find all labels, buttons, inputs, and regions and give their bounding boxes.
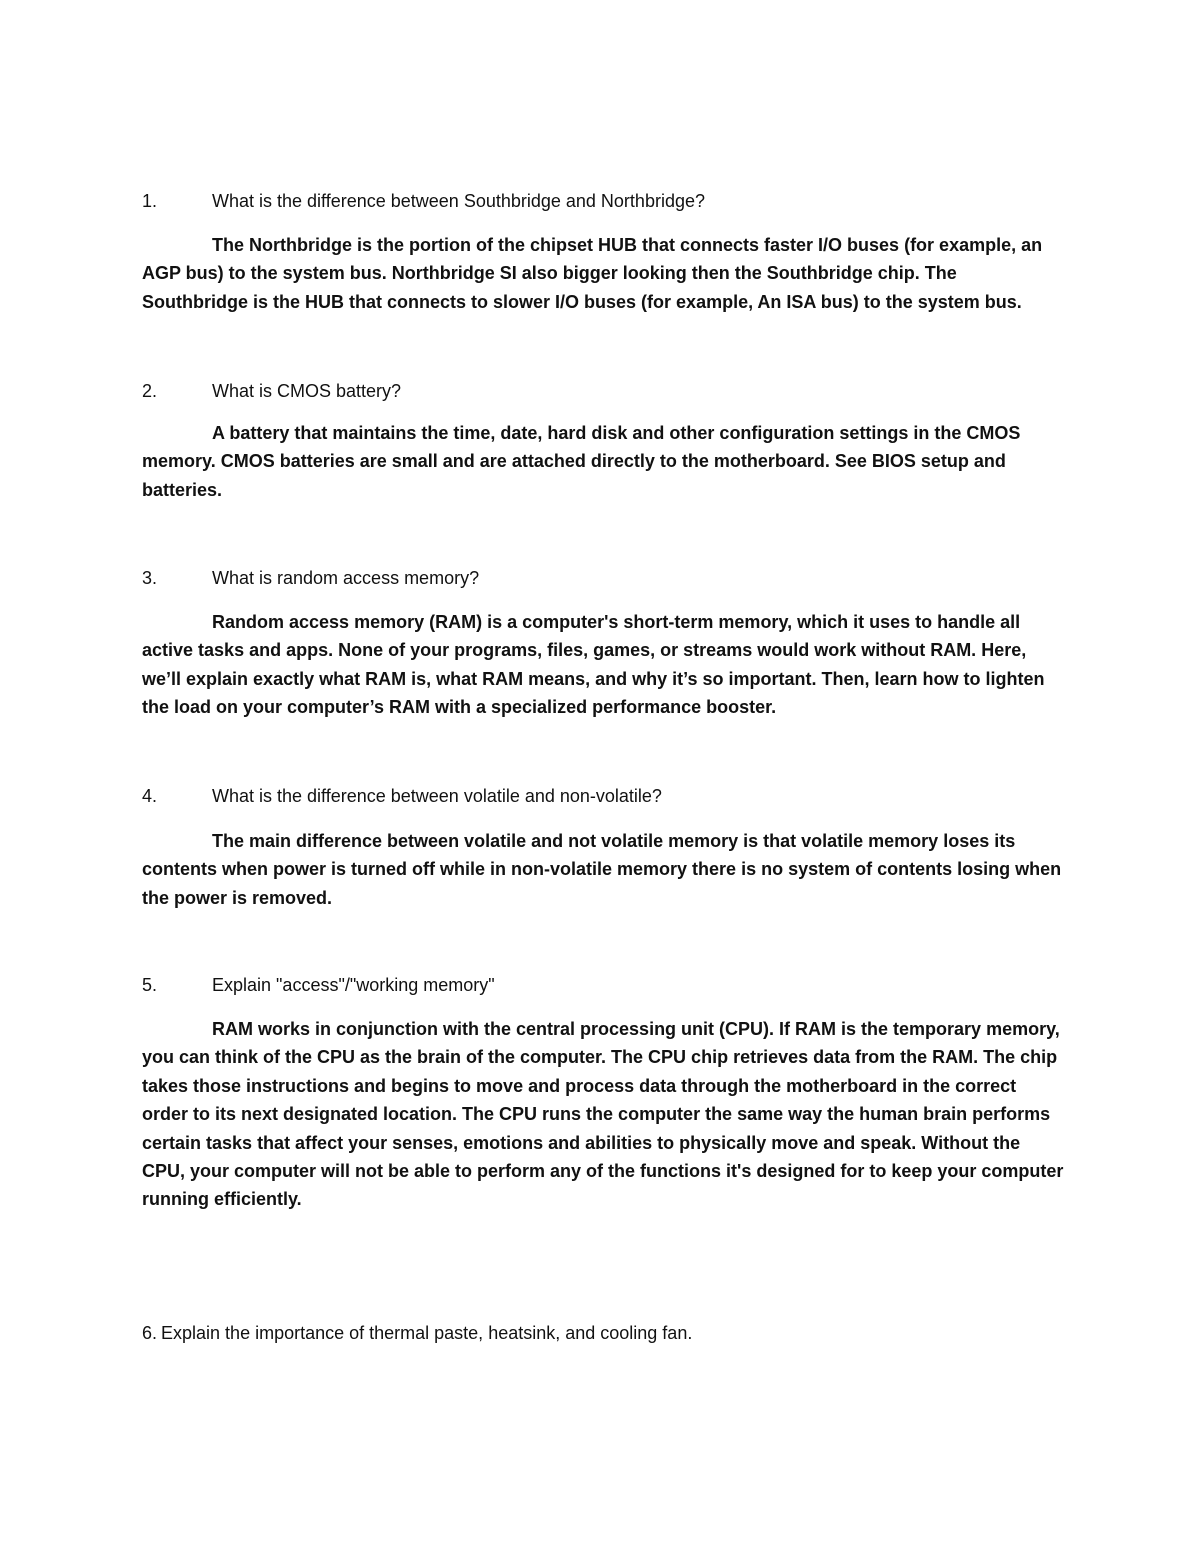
question-2 xyxy=(142,379,1072,403)
question-text: What is random access memory? xyxy=(212,568,480,588)
question-number: 6. xyxy=(142,1323,158,1343)
question-text: Explain the importance of thermal paste, heatsink, and cooling fan. xyxy=(161,1323,693,1343)
answer-4: The main difference between volatile and not volatile memory is that volatile memory loses its contents when power is turned off while in non-volatile memory there is no system of contents losing when the power is removed. xyxy=(142,831,1062,908)
question-4 xyxy=(142,784,1072,808)
question-number: 5. xyxy=(142,975,158,995)
answer-1: The Northbridge is the portion of the chipset HUB that connects faster I/O buses (for example, an AGP bus) to the system bus. Northbridge SI also bigger looking then the Southbridge chip. The Southbridge is the HUB that connects to slower I/O buses (for example, An ISA bus) to the system bus. xyxy=(142,235,1043,312)
question-text: What is the difference between Southbridge and Northbridge? xyxy=(212,191,705,211)
answer-3: Random access memory (RAM) is a computer's short-term memory, which it uses to handle all active tasks and apps. None of your programs, files, games, or streams would work without RAM. Here, we’ll explain exactly what RAM is, what RAM means, and why it’s so important. Then, learn how to lighten the load on your computer’s RAM with a specialized performance booster. xyxy=(142,612,1045,718)
question-number: 3. xyxy=(142,568,158,588)
question-3 xyxy=(142,566,1072,590)
question-text: What is the difference between volatile and non-volatile? xyxy=(212,786,662,806)
question-text: What is CMOS battery? xyxy=(212,381,402,401)
question-text: Explain "access"/"working memory" xyxy=(212,975,495,995)
question-6 xyxy=(142,1321,1072,1345)
answer-2: A battery that maintains the time, date, hard disk and other configuration settings in the CMOS memory. CMOS batteries are small and are attached directly to the motherboard. See BIOS setup and batteries. xyxy=(142,423,1021,500)
answer-5: RAM works in conjunction with the central processing unit (CPU). If RAM is the temporary memory, you can think of the CPU as the brain of the computer. The CPU chip retrieves data from the RAM. The chip takes those instructions and begins to move and process data through the motherboard in the correct order to its next designated location. The CPU runs the computer the same way the human brain performs certain tasks that affect your senses, emotions and abilities to physically move and speak. Without the CPU, your computer will not be able to perform any of the functions it's designed for to keep your computer running efficiently. xyxy=(142,1019,1064,1210)
question-number: 2. xyxy=(142,381,158,401)
question-1 xyxy=(142,189,1072,213)
question-5 xyxy=(142,973,1072,997)
question-number: 1. xyxy=(142,191,158,211)
question-number: 4. xyxy=(142,786,158,806)
